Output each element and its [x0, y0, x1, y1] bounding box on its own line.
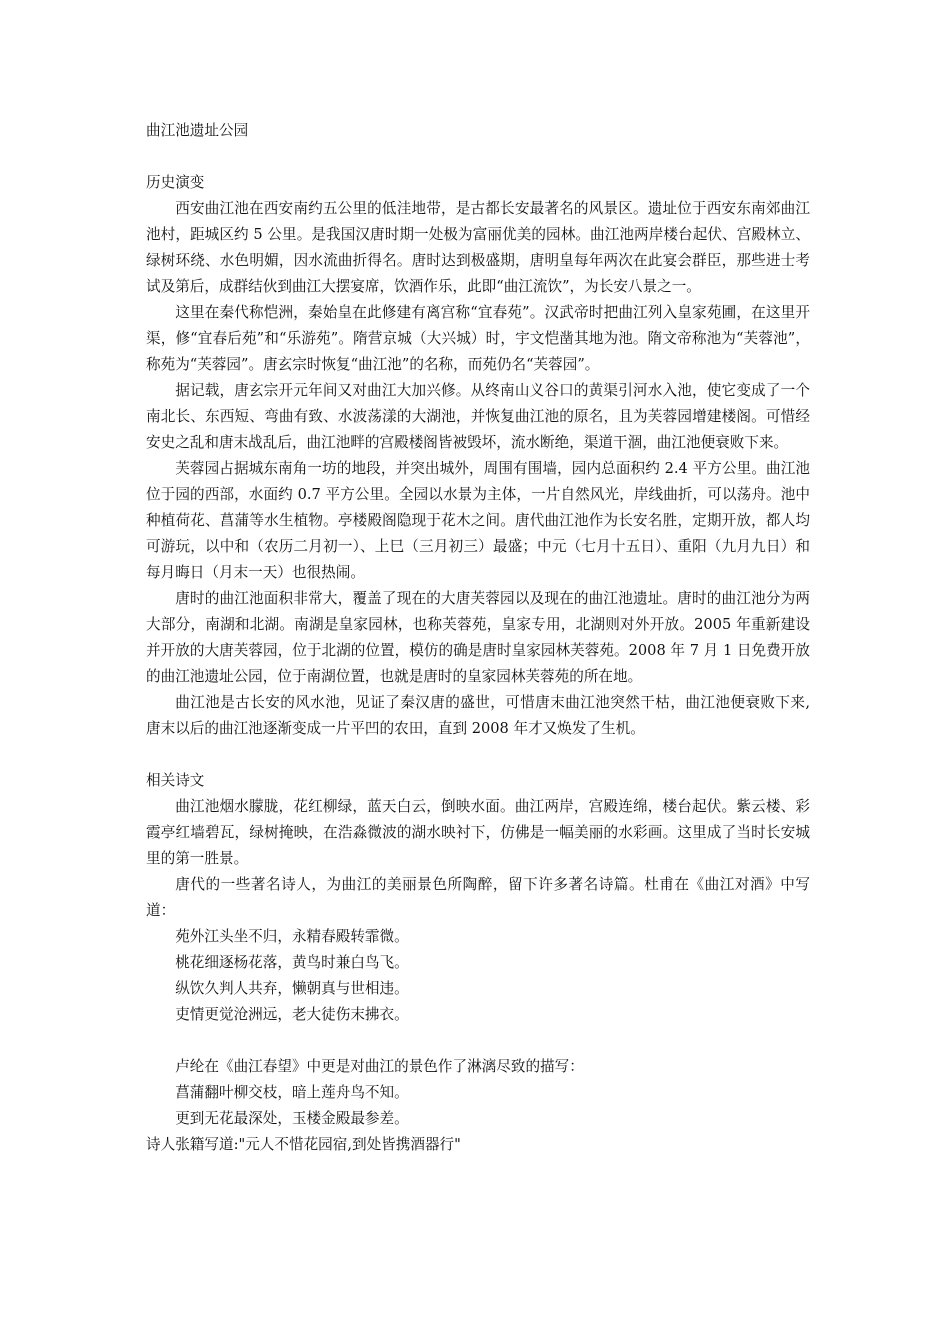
poems-paragraph-1: 曲江池烟水朦胧，花红柳绿，蓝天白云，倒映水面。曲江两岸，宫殿连绵，楼台起伏。紫云楼、彩霞亭红墙碧瓦，绿树掩映，在浩淼微波的湖水映衬下，仿佛是一幅美丽的水彩画。这里成了当时长安城里的第一胜景。 — [146, 798, 810, 867]
history-paragraph-6: 曲江池是古长安的风水池，见证了秦汉唐的盛世，可惜唐末曲江池突然干枯，曲江池便衰败下来, 唐末以后的曲江池逐渐变成一片平凹的农田，直到 2008 年才又焕发了生机。 — [146, 694, 810, 737]
du-fu-verse-line-4: 吏情更觉沧洲远，老大徒伤末拂衣。 — [175, 1006, 409, 1023]
lu-lun-intro: 卢纶在《曲江春望》中更是对曲江的景色作了淋漓尽致的描写： — [175, 1058, 584, 1075]
du-fu-verse-line-3: 纵饮久判人共弃，懒朝真与世相违。 — [175, 980, 409, 997]
history-paragraph-5: 唐时的曲江池面积非常大，覆盖了现在的大唐芙蓉园以及现在的曲江池遗址。唐时的曲江池分为两大部分，南湖和北湖。南湖是皇家园林，也称芙蓉苑，皇家专用，北湖则对外开放。2005 年重新建设并开放的大唐芙蓉园，位于北湖的位置，模仿的确是唐时皇家园林芙蓉苑。2008 年 7 月 1 日免费开放的曲江池遗址公园，位于南湖位置，也就是唐时的皇家园林芙蓉苑的所在地。 — [146, 590, 810, 685]
zhang-ji-quote: 诗人张籍写道:"元人不惜花园宿,到处皆携酒器行" — [146, 1136, 461, 1153]
history-paragraph-1: 西安曲江池在西安南约五公里的低洼地带，是古都长安最著名的风景区。遗址位于西安东南郊曲江池村，距城区约 5 公里。是我国汉唐时期一处极为富丽优美的园林。曲江池两岸楼台起伏、宫殿林立、绿树环绕、水色明媚，因水流曲折得名。唐时达到极盛期，唐明皇每年两次在此宴会群臣，那些进士考试及第后，成群结伙到曲江大摆宴席，饮酒作乐，此即“曲江流饮”，为长安八景之一。 — [146, 200, 810, 295]
du-fu-verse-line-1: 苑外江头坐不归，永精春殿转霏微。 — [175, 928, 409, 945]
lu-lun-verse-line-1: 菖蒲翻叶柳交枝，暗上莲舟鸟不知。 — [175, 1084, 409, 1101]
section-heading-poems: 相关诗文 — [146, 772, 205, 789]
history-paragraph-2: 这里在秦代称恺洲，秦始皇在此修建有离宫称“宜春苑”。汉武帝时把曲江列入皇家苑圃，在这里开渠，修“宜春后苑”和“乐游苑”。隋营京城（大兴城）时，宇文恺凿其地为池。隋文帝称池为“芙蓉池”，称苑为“芙蓉园”。唐玄宗时恢复“曲江池”的名称，而苑仍名“芙蓉园”。 — [146, 304, 810, 373]
section-spacer — [146, 742, 810, 768]
lu-lun-verse-line-2: 更到无花最深处，玉楼金殿最参差。 — [175, 1110, 409, 1127]
history-paragraph-4: 芙蓉园占据城东南角一坊的地段，并突出城外，周围有围墙，园内总面积约 2.4 平方公里。曲江池位于园的西部，水面约 0.7 平方公里。全园以水景为主体，一片自然风光，岸线曲折，可以荡舟。池中种植荷花、菖蒲等水生植物。亭楼殿阁隐现于花木之间。唐代曲江池作为长安名胜，定期开放，都人均可游玩，以中和（农历二月初一）、上巳（三月初三）最盛；中元（七月十五日）、重阳（九月九日）和每月晦日（月末一天）也很热闹。 — [146, 460, 810, 581]
document-page — [146, 118, 810, 1158]
verse-spacer — [146, 1028, 810, 1054]
section-heading-history: 历史演变 — [146, 174, 205, 191]
poems-paragraph-2: 唐代的一些著名诗人，为曲江的美丽景色所陶醉，留下许多著名诗篇。杜甫在《曲江对酒》中写道： — [146, 876, 810, 919]
du-fu-verse-line-2: 桃花细逐杨花落，黄鸟时兼白鸟飞。 — [175, 954, 409, 971]
document-title: 曲江池遗址公园 — [146, 122, 249, 139]
history-paragraph-3: 据记载，唐玄宗开元年间又对曲江大加兴修。从终南山义谷口的黄渠引河水入池，使它变成了一个南北长、东西短、弯曲有致、水波荡漾的大湖池，并恢复曲江池的原名，且为芙蓉园增建楼阁。可惜经安史之乱和唐末战乱后，曲江池畔的宫殿楼阁皆被毁坏，流水断绝，渠道干涸，曲江池便衰败下来。 — [146, 382, 810, 451]
